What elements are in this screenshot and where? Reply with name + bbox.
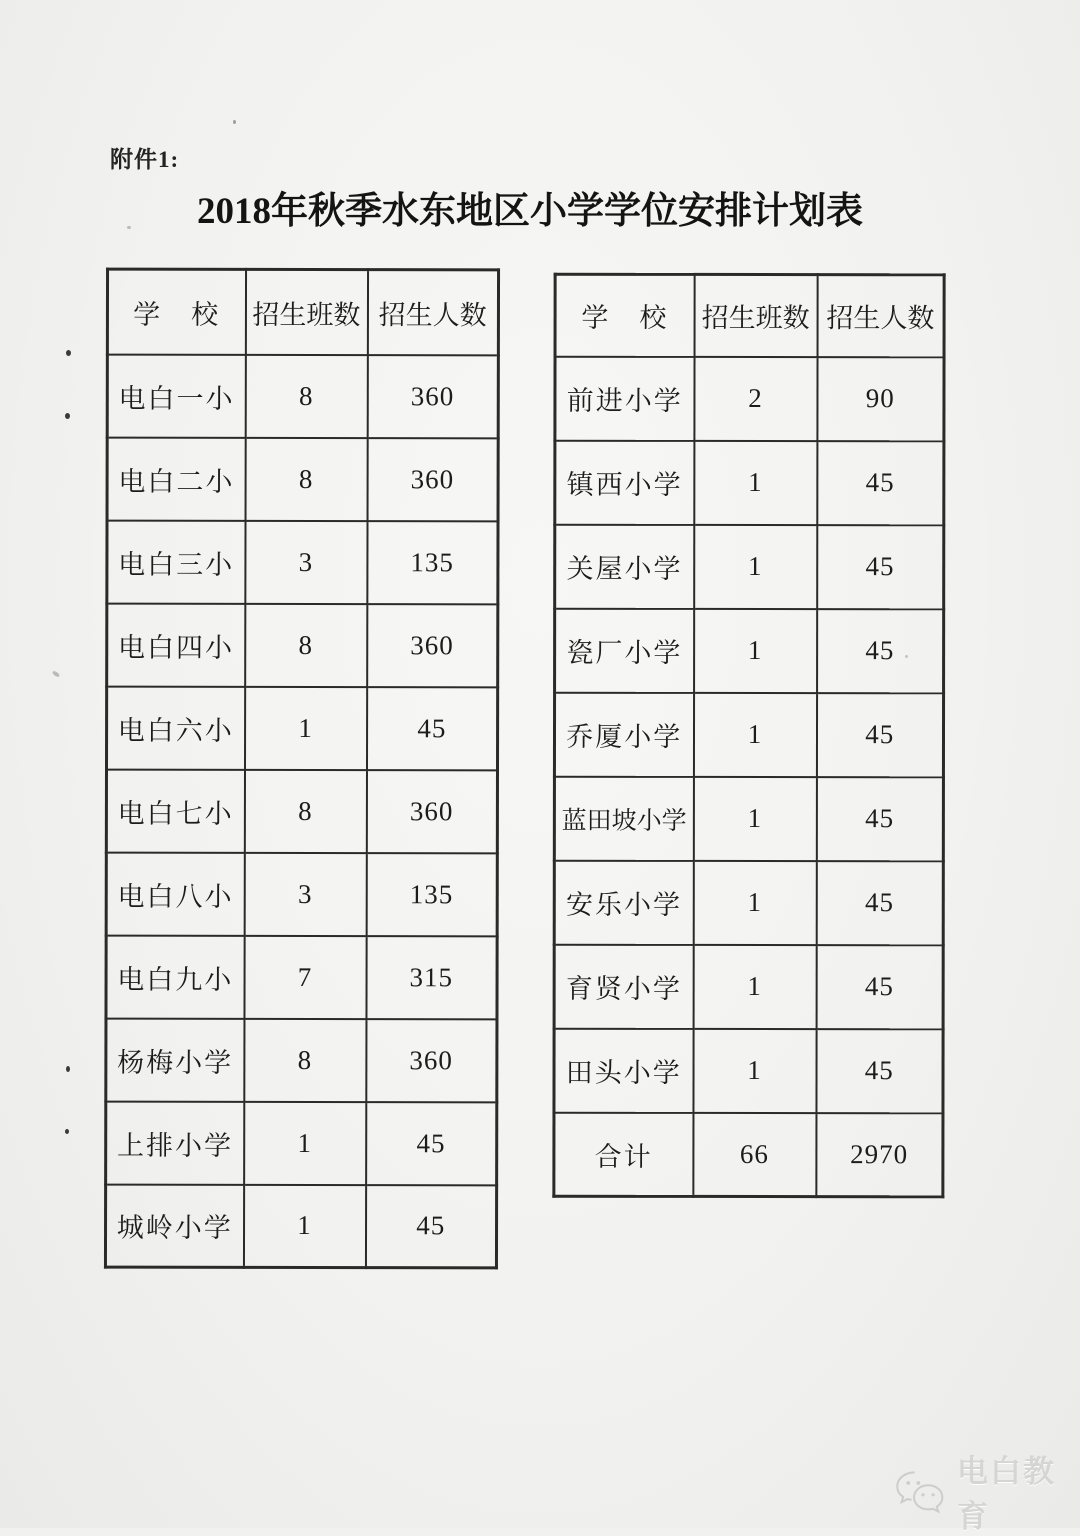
table-row bbox=[555, 356, 944, 441]
student-count-cell: 45 bbox=[817, 609, 944, 693]
class-count-cell: 3 bbox=[245, 520, 367, 603]
school-name-cell: 电白七小 bbox=[106, 769, 244, 852]
class-count-cell: 1 bbox=[693, 944, 816, 1028]
student-count-cell: 45 bbox=[816, 861, 943, 945]
scan-speck bbox=[127, 226, 131, 229]
right-enrollment-table bbox=[552, 273, 945, 1199]
scan-speck bbox=[52, 670, 61, 678]
col-header-school: 学 校 bbox=[555, 274, 694, 356]
table-row bbox=[106, 769, 497, 853]
attachment-label: 附件1: bbox=[110, 147, 180, 172]
student-count-cell: 315 bbox=[366, 936, 497, 1019]
table-row bbox=[554, 944, 943, 1029]
school-name-cell: 乔厦小学 bbox=[554, 692, 693, 776]
student-count-cell: 135 bbox=[367, 521, 498, 604]
table-row bbox=[107, 520, 498, 604]
student-count-cell: 360 bbox=[367, 604, 498, 687]
table-row bbox=[554, 692, 943, 777]
student-count-cell: 135 bbox=[366, 853, 497, 936]
student-count-cell: 45 bbox=[817, 441, 944, 525]
publisher-watermark bbox=[893, 1446, 1080, 1536]
table-row bbox=[554, 1028, 943, 1113]
class-count-cell: 1 bbox=[244, 686, 366, 769]
class-count-cell: 1 bbox=[694, 440, 817, 524]
school-name-cell: 前进小学 bbox=[555, 356, 694, 440]
table-row bbox=[554, 860, 943, 945]
col-header-classes: 招生班数 bbox=[694, 274, 817, 356]
col-header-school: 学 校 bbox=[107, 269, 245, 354]
class-count-cell: 1 bbox=[243, 1184, 365, 1267]
table-row bbox=[105, 1184, 496, 1268]
school-name-cell: 育贤小学 bbox=[554, 944, 693, 1028]
student-count-cell: 360 bbox=[367, 355, 498, 438]
total-label-cell: 合计 bbox=[554, 1112, 693, 1196]
class-count-cell: 3 bbox=[244, 852, 366, 935]
school-name-cell: 上排小学 bbox=[106, 1101, 244, 1184]
school-name-cell: 蓝田坡小学 bbox=[554, 776, 693, 860]
student-count-cell: 90 bbox=[817, 357, 944, 441]
scan-speck bbox=[233, 120, 236, 124]
table-row bbox=[554, 776, 943, 861]
class-count-cell: 8 bbox=[245, 354, 367, 437]
school-name-cell: 电白九小 bbox=[106, 935, 244, 1018]
school-name-cell: 电白二小 bbox=[107, 437, 245, 520]
scan-speck bbox=[905, 655, 908, 658]
class-count-cell: 8 bbox=[244, 769, 366, 852]
school-name-cell: 电白三小 bbox=[107, 520, 245, 603]
scan-speck bbox=[66, 1066, 70, 1072]
school-name-cell: 瓷厂小学 bbox=[555, 608, 694, 692]
table-header-row bbox=[107, 269, 498, 355]
class-count-cell: 8 bbox=[244, 1018, 366, 1101]
table-row bbox=[107, 603, 498, 687]
table-row bbox=[106, 686, 497, 770]
table-row bbox=[107, 437, 498, 521]
student-count-cell: 45 bbox=[366, 1102, 497, 1185]
left-enrollment-table bbox=[104, 268, 500, 1270]
class-count-cell: 1 bbox=[693, 860, 816, 944]
school-name-cell: 镇西小学 bbox=[555, 440, 694, 524]
table-row bbox=[106, 852, 497, 936]
total-student-count-cell: 2970 bbox=[816, 1113, 943, 1197]
class-count-cell: 2 bbox=[694, 356, 817, 440]
school-name-cell: 杨梅小学 bbox=[106, 1018, 244, 1101]
class-count-cell: 8 bbox=[245, 603, 367, 686]
table-row bbox=[107, 354, 498, 438]
student-count-cell: 45 bbox=[365, 1185, 496, 1268]
page-title: 2018年秋季水东地区小学学位安排计划表 bbox=[197, 191, 863, 232]
school-name-cell: 电白四小 bbox=[107, 603, 245, 686]
class-count-cell: 1 bbox=[694, 608, 817, 692]
student-count-cell: 360 bbox=[367, 438, 498, 521]
student-count-cell: 45 bbox=[816, 777, 943, 861]
school-name-cell: 电白六小 bbox=[106, 686, 244, 769]
school-name-cell: 电白一小 bbox=[107, 354, 245, 437]
table-row bbox=[555, 524, 944, 609]
col-header-students: 招生人数 bbox=[817, 275, 944, 357]
total-class-count-cell: 66 bbox=[693, 1112, 816, 1196]
class-count-cell: 7 bbox=[244, 935, 366, 1018]
scan-speck bbox=[65, 1129, 69, 1134]
student-count-cell: 360 bbox=[366, 1019, 497, 1102]
student-count-cell: 360 bbox=[366, 770, 497, 853]
class-count-cell: 1 bbox=[693, 1028, 816, 1112]
student-count-cell: 45 bbox=[366, 687, 497, 770]
student-count-cell: 45 bbox=[816, 693, 943, 777]
scan-speck bbox=[66, 350, 71, 356]
table-row bbox=[555, 608, 944, 693]
school-name-cell: 城岭小学 bbox=[105, 1184, 243, 1267]
school-name-cell: 安乐小学 bbox=[554, 860, 693, 944]
table-row bbox=[106, 1101, 497, 1185]
school-name-cell: 田头小学 bbox=[554, 1028, 693, 1112]
table-header-row bbox=[555, 274, 944, 357]
student-count-cell: 45 bbox=[817, 525, 944, 609]
table-row bbox=[106, 1018, 497, 1102]
class-count-cell: 1 bbox=[244, 1101, 366, 1184]
school-name-cell: 关屋小学 bbox=[555, 524, 694, 608]
scan-speck bbox=[65, 413, 70, 419]
class-count-cell: 8 bbox=[245, 437, 367, 520]
table-row bbox=[555, 440, 944, 525]
class-count-cell: 1 bbox=[694, 524, 817, 608]
class-count-cell: 1 bbox=[693, 776, 816, 860]
watermark-label: 电白教育 bbox=[957, 1454, 1057, 1534]
student-count-cell: 45 bbox=[816, 1029, 943, 1113]
col-header-classes: 招生班数 bbox=[245, 269, 367, 354]
total-row bbox=[554, 1112, 943, 1197]
student-count-cell: 45 bbox=[816, 945, 943, 1029]
table-row bbox=[106, 935, 497, 1019]
col-header-students: 招生人数 bbox=[367, 270, 498, 355]
wechat-icon bbox=[893, 1464, 947, 1518]
class-count-cell: 1 bbox=[693, 692, 816, 776]
school-name-cell: 电白八小 bbox=[106, 852, 244, 935]
